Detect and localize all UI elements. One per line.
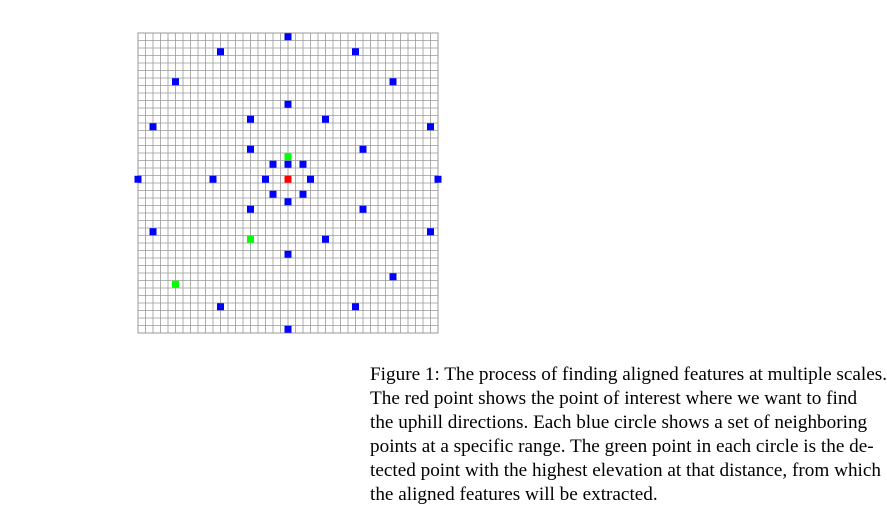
neighbor-point xyxy=(352,48,359,55)
neighbor-point xyxy=(150,228,157,235)
caption-line: tected point with the highest elevation at that distance, from which xyxy=(370,460,881,481)
detected-point xyxy=(285,153,292,160)
caption-line: Figure 1: The process of finding aligned features at multiple scales. xyxy=(370,364,887,385)
neighbor-point xyxy=(262,176,269,183)
neighbor-point xyxy=(150,123,157,130)
neighbor-point xyxy=(270,191,277,198)
caption-line: The red point shows the point of interest where we want to find xyxy=(370,388,858,409)
neighbor-point xyxy=(247,116,254,123)
neighbor-point xyxy=(285,161,292,168)
neighborhood-grid-figure xyxy=(0,0,605,345)
neighbor-point xyxy=(390,273,397,280)
neighbor-point xyxy=(360,146,367,153)
caption-line: points at a specific range. The green point in each circle is the de- xyxy=(370,436,874,457)
caption-line: the uphill directions. Each blue circle shows a set of neighboring xyxy=(370,412,868,433)
neighbor-point xyxy=(300,191,307,198)
neighbor-point xyxy=(322,116,329,123)
neighbor-point xyxy=(390,78,397,85)
neighbor-point xyxy=(300,161,307,168)
neighbor-point xyxy=(322,236,329,243)
neighbor-point xyxy=(135,176,142,183)
neighbor-point xyxy=(427,123,434,130)
neighbor-point xyxy=(285,326,292,333)
neighbor-point xyxy=(427,228,434,235)
detected-point xyxy=(247,236,254,243)
neighbor-point xyxy=(435,176,442,183)
detected-point xyxy=(172,281,179,288)
figure-caption xyxy=(370,363,887,507)
neighbor-point xyxy=(285,198,292,205)
caption-line: the aligned features will be extracted. xyxy=(370,484,658,505)
neighbor-point xyxy=(210,176,217,183)
grid-lines xyxy=(138,33,438,333)
neighbor-point xyxy=(217,303,224,310)
neighbor-point xyxy=(285,33,292,40)
neighbor-point xyxy=(247,146,254,153)
neighbor-point xyxy=(352,303,359,310)
interest-point xyxy=(285,176,292,183)
neighbor-point xyxy=(217,48,224,55)
interest-points xyxy=(285,176,292,183)
neighbor-point xyxy=(360,206,367,213)
neighbor-point xyxy=(247,206,254,213)
neighbor-point xyxy=(285,101,292,108)
neighbor-point xyxy=(172,78,179,85)
neighbor-point xyxy=(285,251,292,258)
neighbor-point xyxy=(270,161,277,168)
neighbor-point xyxy=(307,176,314,183)
